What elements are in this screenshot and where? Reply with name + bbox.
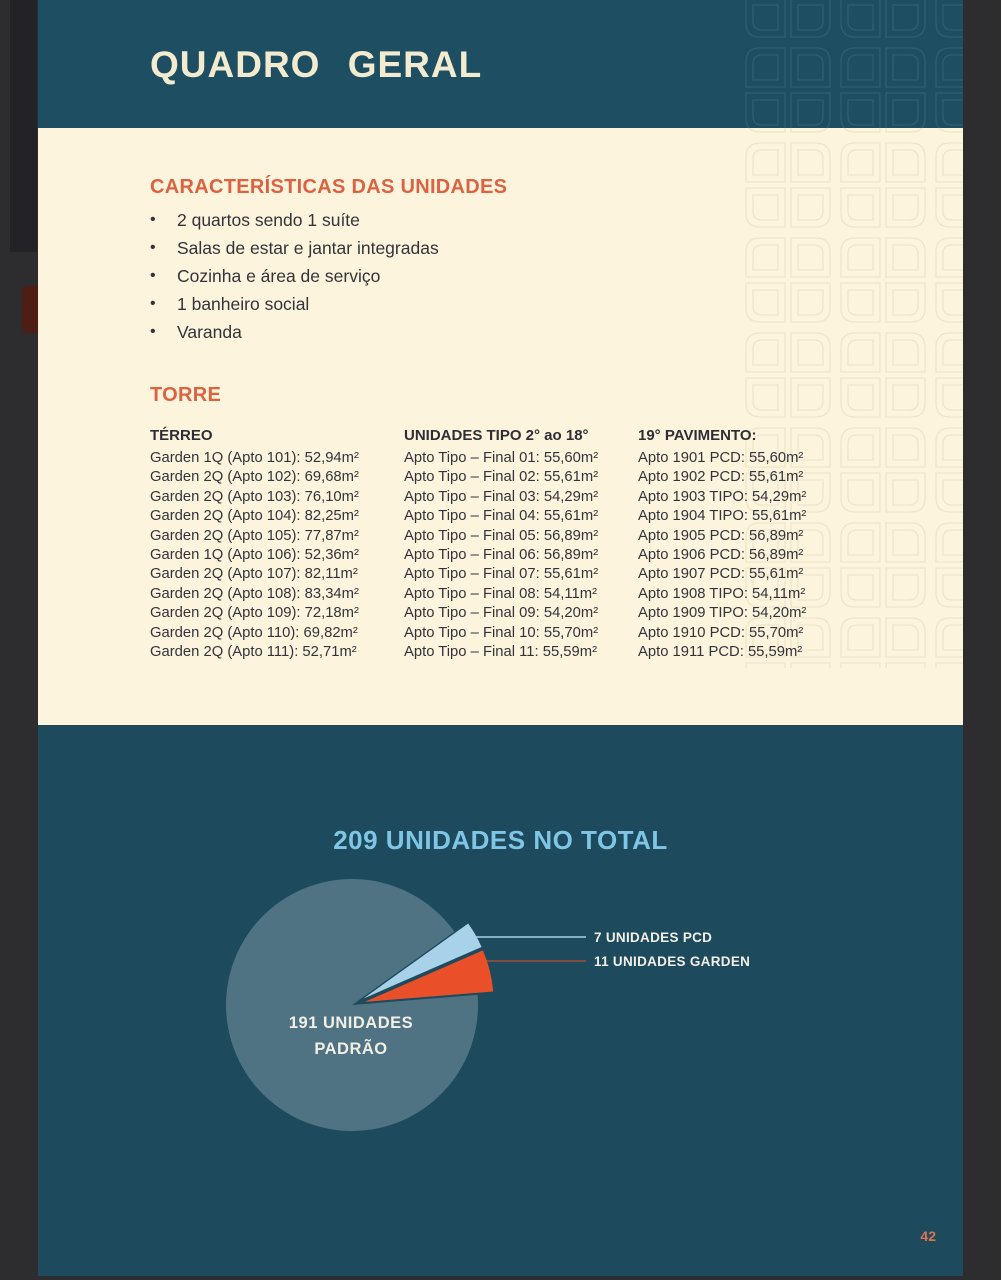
decor-flower-icon: [936, 238, 963, 322]
unit-row: Garden 2Q (Apto 111): 52,71m²: [150, 644, 357, 661]
document-page: [38, 0, 963, 1276]
unit-row: Garden 2Q (Apto 109): 72,18m²: [150, 605, 359, 622]
unit-column-1: [150, 426, 404, 662]
unit-row: Garden 2Q (Apto 108): 83,34m²: [150, 585, 359, 602]
callout-label-garden: 11 UNIDADES GARDEN: [594, 954, 751, 969]
unit-columns: [150, 426, 806, 662]
column-header: TÉRREO: [150, 427, 213, 444]
characteristic-text: Cozinha e área de serviço: [177, 266, 381, 286]
unit-row: Garden 1Q (Apto 106): 52,36m²: [150, 547, 359, 564]
bullet-icon: •: [150, 323, 156, 340]
torre-heading: TORRE: [150, 384, 222, 406]
decor-flower-icon: [746, 128, 830, 132]
unit-row: Apto 1904 TIPO: 55,61m²: [638, 508, 807, 525]
unit-row: Apto Tipo – Final 08: 54,11m²: [404, 585, 598, 602]
unit-row: Garden 2Q (Apto 103): 76,10m²: [150, 488, 359, 505]
decor-flower-icon: [936, 618, 963, 668]
bullet-icon: •: [150, 267, 156, 284]
decor-flower-icon: [746, 143, 830, 227]
unit-row: Garden 2Q (Apto 110): 69,82m²: [150, 624, 358, 641]
bullet-icon: •: [150, 295, 156, 312]
decor-flower-icon: [936, 333, 963, 417]
decor-flower-icon: [746, 0, 830, 37]
decor-flower-icon: [841, 428, 925, 512]
unit-row: Garden 2Q (Apto 107): 82,11m²: [150, 566, 358, 583]
unit-row: Apto 1909 TIPO: 54,20m²: [638, 605, 807, 622]
bullet-icon: •: [150, 239, 156, 256]
unit-row: Apto 1901 PCD: 55,60m²: [638, 450, 804, 466]
unit-row: Apto 1906 PCD: 56,89m²: [638, 547, 804, 564]
chart-title: 209 UNIDADES NO TOTAL: [333, 825, 668, 855]
unit-row: Garden 2Q (Apto 102): 69,68m²: [150, 469, 359, 486]
characteristic-text: Varanda: [177, 322, 242, 342]
characteristic-item: [150, 234, 439, 262]
characteristics-list: [150, 206, 439, 346]
decor-flower-icon: [841, 238, 925, 322]
decor-flower-icon: [746, 333, 830, 417]
unit-row: Apto 1908 TIPO: 54,11m²: [638, 585, 806, 602]
characteristic-text: 1 banheiro social: [177, 294, 310, 314]
unit-row: Apto 1907 PCD: 55,61m²: [638, 566, 804, 583]
unit-row: Apto 1905 PCD: 56,89m²: [638, 527, 804, 544]
decor-flower-icon: [841, 618, 925, 668]
unit-row: Apto 1910 PCD: 55,70m²: [638, 624, 804, 641]
unit-column-3: [638, 426, 806, 662]
column-header: 19° PAVIMENTO:: [638, 427, 757, 444]
decor-flower-icon: [936, 523, 963, 607]
characteristic-item: [150, 290, 439, 318]
decor-flower-icon: [841, 128, 925, 132]
characteristic-text: 2 quartos sendo 1 suíte: [177, 210, 360, 230]
callout-label-pcd: 7 UNIDADES PCD: [594, 930, 713, 945]
header-band: [38, 0, 963, 128]
unit-row: Garden 2Q (Apto 105): 77,87m²: [150, 527, 359, 544]
content-band: [38, 128, 963, 725]
unit-row: Apto Tipo – Final 05: 56,89m²: [404, 527, 599, 544]
partial-red-element: [22, 286, 38, 333]
unit-row: Apto Tipo – Final 11: 55,59m²: [404, 644, 598, 661]
characteristics-heading: CARACTERÍSTICAS DAS UNIDADES: [150, 176, 508, 198]
unit-column-2: [404, 426, 638, 662]
unit-row: Apto Tipo – Final 01: 55,60m²: [404, 450, 599, 466]
unit-row: Garden 2Q (Apto 104): 82,25m²: [150, 508, 359, 525]
decor-flower-icon: [936, 128, 963, 132]
decor-petal-pattern: [738, 0, 963, 128]
background-strip: [10, 0, 37, 252]
decor-flower-icon: [841, 48, 925, 128]
decor-flower-icon: [746, 238, 830, 322]
unit-row: Apto Tipo – Final 04: 55,61m²: [404, 508, 599, 525]
characteristic-item: [150, 318, 439, 346]
unit-row: Apto Tipo – Final 02: 55,61m²: [404, 469, 599, 486]
decor-flower-icon: [746, 48, 830, 128]
unit-row: Apto 1902 PCD: 55,61m²: [638, 469, 804, 486]
unit-row: Apto 1903 TIPO: 54,29m²: [638, 488, 807, 505]
pie-chart: [190, 865, 830, 1165]
characteristic-item: [150, 262, 439, 290]
unit-row: Apto Tipo – Final 03: 54,29m²: [404, 488, 599, 505]
unit-row: Apto Tipo – Final 06: 56,89m²: [404, 547, 599, 564]
decor-flower-icon: [841, 143, 925, 227]
unit-row: Apto Tipo – Final 09: 54,20m²: [404, 605, 599, 622]
page-number: 42: [920, 1228, 936, 1244]
pie-center-label-line2: PADRÃO: [314, 1040, 388, 1058]
unit-row: Garden 1Q (Apto 101): 52,94m²: [150, 450, 359, 466]
unit-row: Apto Tipo – Final 07: 55,61m²: [404, 566, 599, 583]
chart-band: [38, 725, 963, 1276]
page-title: QUADRO GERAL: [150, 44, 483, 85]
decor-flower-icon: [841, 523, 925, 607]
decor-flower-icon: [936, 48, 963, 128]
decor-flower-icon: [936, 428, 963, 512]
decor-flower-icon: [841, 0, 925, 37]
characteristic-item: [150, 206, 439, 234]
pie-center-label-line1: 191 UNIDADES: [288, 1014, 414, 1032]
decor-flower-icon: [936, 0, 963, 37]
unit-row: Apto 1911 PCD: 55,59m²: [638, 644, 803, 661]
column-header: UNIDADES TIPO 2° ao 18°: [404, 427, 589, 444]
characteristic-text: Salas de estar e jantar integradas: [177, 238, 439, 258]
decor-flower-icon: [936, 143, 963, 227]
bullet-icon: •: [150, 211, 156, 228]
decor-flower-icon: [841, 333, 925, 417]
pie-slice-padrao: [226, 879, 478, 1131]
unit-row: Apto Tipo – Final 10: 55,70m²: [404, 624, 599, 641]
